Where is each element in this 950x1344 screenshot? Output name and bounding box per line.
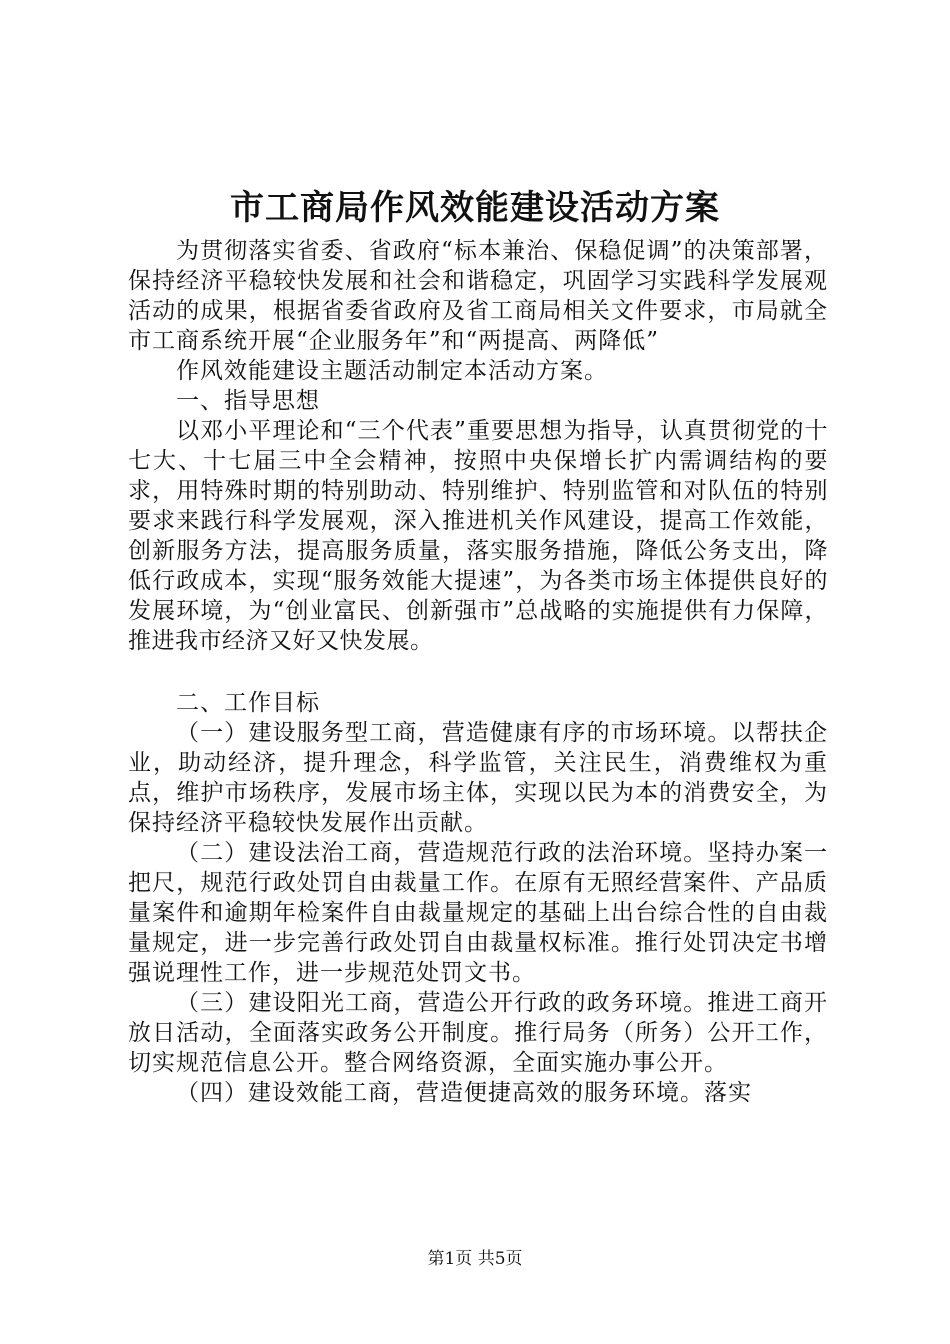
section-heading-guiding-ideology: 一、指导思想 xyxy=(176,388,320,414)
goal-paragraph-1: （一）建设服务型工商，营造健康有序的市场环境。以帮扶企业，助动经济，提升理念，科学监管，关注民生，消费维权为重点，维护市场秩序，发展市场主体，实现以民为本的消费安全，为保持经济平稳较快发展作出贡献。 xyxy=(128,720,828,836)
intro-paragraph: 为贯彻落实省委、省政府“标本兼治、保稳促调”的决策部署，保持经济平稳较快发展和社会和谐稳定，巩固学习实践科学发展观活动的成果，根据省委省政府及省工商局相关文件要求，市局就全市工商系统开展“企业服务年”和“两提高、两降低” xyxy=(128,238,828,354)
section-heading-work-goals: 二、工作目标 xyxy=(176,690,320,716)
document-body xyxy=(128,236,828,1108)
page-footer: 第1页 共5页 xyxy=(427,1249,523,1269)
goal-paragraph-2: （二）建设法治工商，营造规范行政的法治环境。坚持办案一把尺，规范行政处罚自由裁量工作。在原有无照经营案件、产品质量案件和逾期年检案件自由裁量规定的基础上出台综合性的自由裁量规定，进一步完善行政处罚自由裁量权标准。推行处罚决定书增强说理性工作，进一步规范处罚文书。 xyxy=(128,840,828,986)
intro-paragraph-continued: 作风效能建设主题活动制定本活动方案。 xyxy=(176,358,608,384)
spacer xyxy=(128,656,828,688)
guiding-ideology-paragraph: 以邓小平理论和“三个代表”重要思想为指导，认真贯彻党的十七大、十七届三中全会精神，按照中央保增长扩内需调结构的要求，用特殊时期的特别助动、特别维护、特别监管和对队伍的特别要求来践行科学发展观，深入推进机关作风建设，提高工作效能，创新服务方法，提高服务质量，落实服务措施，降低公务支出，降低行政成本，实现“服务效能大提速”，为各类市场主体提供良好的发展环境，为“创业富民、创新强市”总战略的实施提供有力保障，推进我市经济又好又快发展。 xyxy=(128,418,828,654)
document-title: 市工商局作风效能建设活动方案 xyxy=(230,188,720,228)
goal-paragraph-4: （四）建设效能工商，营造便捷高效的服务环境。落实 xyxy=(176,1080,752,1106)
goal-paragraph-3: （三）建设阳光工商，营造公开行政的政务环境。推进工商开放日活动，全面落实政务公开制度。推行局务（所务）公开工作，切实规范信息公开。整合网络资源，全面实施办事公开。 xyxy=(128,990,828,1076)
